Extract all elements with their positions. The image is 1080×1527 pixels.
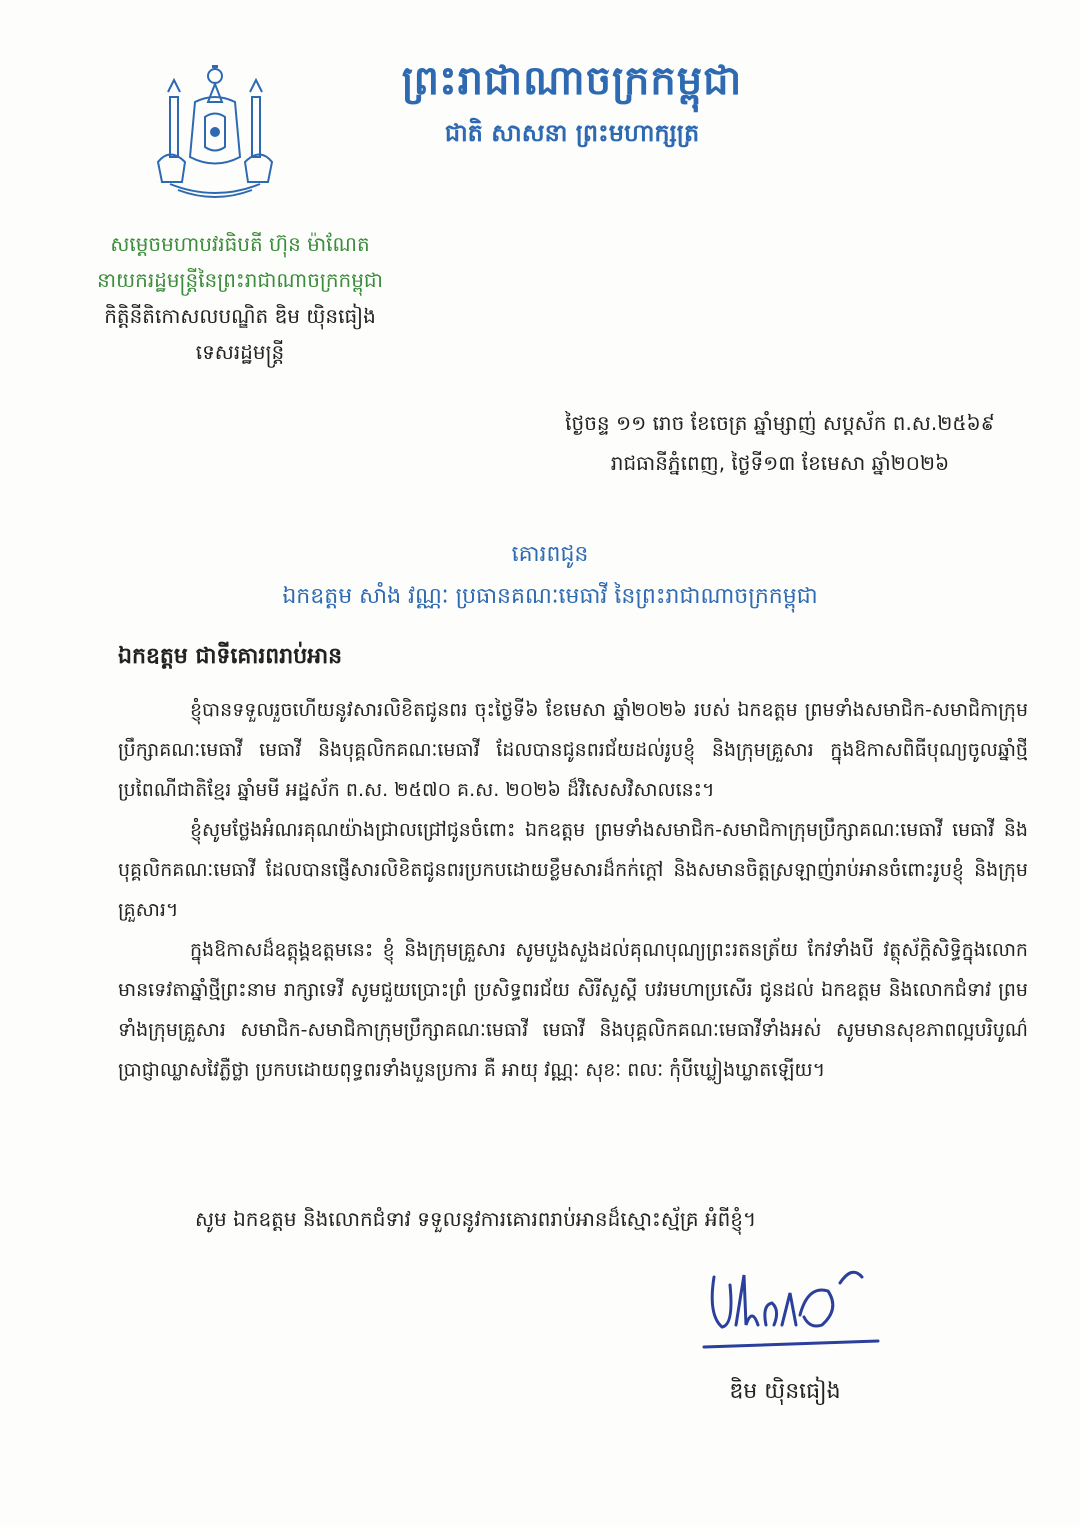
sender-block — [60, 226, 420, 370]
paragraph-1: ខ្ញុំបានទទួលរួចហើយនូវសារលិខិតជូនពរ ចុះថ្ងៃទី៦ ខែមេសា ឆ្នាំ២០២៦ របស់ ឯកឧត្តម ព្រមទាំងសមាជិក-សមាជិកាក្រុមប្រឹក្សាគណៈមេធាវី មេធាវី និងបុគ្គលិកគណៈមេធាវី ដែលបានជូនពរជ័យដល់រូបខ្ញុំ និងក្រុមគ្រួសារ ក្នុងឱកាសពិធីបុណ្យចូលឆ្នាំថ្មី ប្រពៃណីជាតិខ្មែរ ឆ្នាំមមី អដ្ឋស័ក ព.ស. ២៥៧០ គ.ស. ២០២៦ ដ៏វិសេសវិសាលនេះ។ — [118, 699, 1028, 801]
lunar-date: ថ្ងៃចន្ទ ១១ រោច ខែចេត្រ ឆ្នាំម្សាញ់ សប្តស័ក ព.ស.២៥៦៩ — [565, 411, 995, 435]
letter-body — [118, 690, 1028, 1090]
recipient-block — [170, 534, 930, 618]
paragraph-2: ខ្ញុំសូមថ្លែងអំណរគុណយ៉ាងជ្រាលជ្រៅជូនចំពោះ ឯកឧត្តម ព្រមទាំងសមាជិក-សមាជិកាក្រុមប្រឹក្សាគណៈមេធាវី មេធាវី និងបុគ្គលិកគណៈមេធាវី ដែលបានផ្ញើសារលិខិតជូនពរប្រកបដោយខ្លឹមសារដ៏កក់ក្តៅ និងសមានចិត្តស្រឡាញ់រាប់អានចំពោះរូបខ្ញុំ និងក្រុមគ្រួសារ។ — [118, 819, 1028, 921]
sender-line-1: សម្តេចមហាបវរធិបតី ហ៊ុន ម៉ាណែត — [110, 232, 370, 256]
royal-arms-emblem — [150, 62, 280, 202]
recipient-name: ឯកឧត្តម សាំង វណ្ណៈ ប្រធានគណៈមេធាវី នៃព្រះរាជាណាចក្រកម្ពុជា — [282, 584, 818, 609]
date-block — [520, 403, 1040, 483]
closing-line: សូម ឯកឧត្តម និងលោកជំទាវ ទទួលនូវការគោរពរាប់អានដ៏ស្មោះស្ម័គ្រ អំពីខ្ញុំ។ — [195, 1207, 757, 1231]
solar-date: រាជធានីភ្នំពេញ, ថ្ងៃទី១៣ ខែមេសា ឆ្នាំ២០២៦ — [610, 451, 950, 475]
salutation: ឯកឧត្តម ជាទីគោរពរាប់អាន — [118, 644, 343, 669]
sender-line-4: ទេសរដ្ឋមន្ត្រី — [195, 340, 285, 364]
national-motto: ជាតិ សាសនា ព្រះមហាក្សត្រ — [444, 118, 700, 147]
respectfully-to: គោរពជូន — [511, 542, 589, 567]
signer-name: ឌិម យ៉ិនធៀង — [729, 1379, 841, 1404]
sender-line-2: នាយករដ្ឋមន្ត្រីនៃព្រះរាជាណាចក្រកម្ពុជា — [97, 268, 383, 292]
paragraph-3: ក្នុងឱកាសដ៏ឧត្តុង្គឧត្តមនេះ ខ្ញុំ និងក្រុមគ្រួសារ សូមបួងសួងដល់គុណបុណ្យព្រះរតនត្រ័យ កែវទាំងបី វត្ថុស័ក្តិសិទ្ធិក្នុងលោក មានទេវតាឆ្នាំថ្មីព្រះនាម រាក្សាទេវី សូមជួយប្រោះព្រំ ប្រសិទ្ធពរជ័យ សិរីសួស្តី បវរមហាប្រសើរ ជូនដល់ ឯកឧត្តម និងលោកជំទាវ ព្រមទាំងក្រុមគ្រួសារ សមាជិក-សមាជិកាក្រុមប្រឹក្សាគណៈមេធាវី មេធាវី និងបុគ្គលិកគណៈមេធាវីទាំងអស់ សូមមានសុខភាពល្អបរិបូណ៌ ប្រាជ្ញាឈ្លាសវៃភ្លឺថ្លា ប្រកបដោយពុទ្ធពរទាំងបួនប្រការ គឺ អាយុ វណ្ណៈ សុខៈ ពលៈ កុំបីឃ្លៀងឃ្លាតឡើយ។ — [118, 939, 1028, 1081]
sender-line-3: កិត្តិនីតិកោសលបណ្ឌិត ឌិម យ៉ិនធៀង — [104, 304, 376, 328]
kingdom-title: ព្រះរាជាណាចក្រកម្ពុជា — [401, 57, 743, 104]
handwritten-signature — [700, 1255, 890, 1365]
